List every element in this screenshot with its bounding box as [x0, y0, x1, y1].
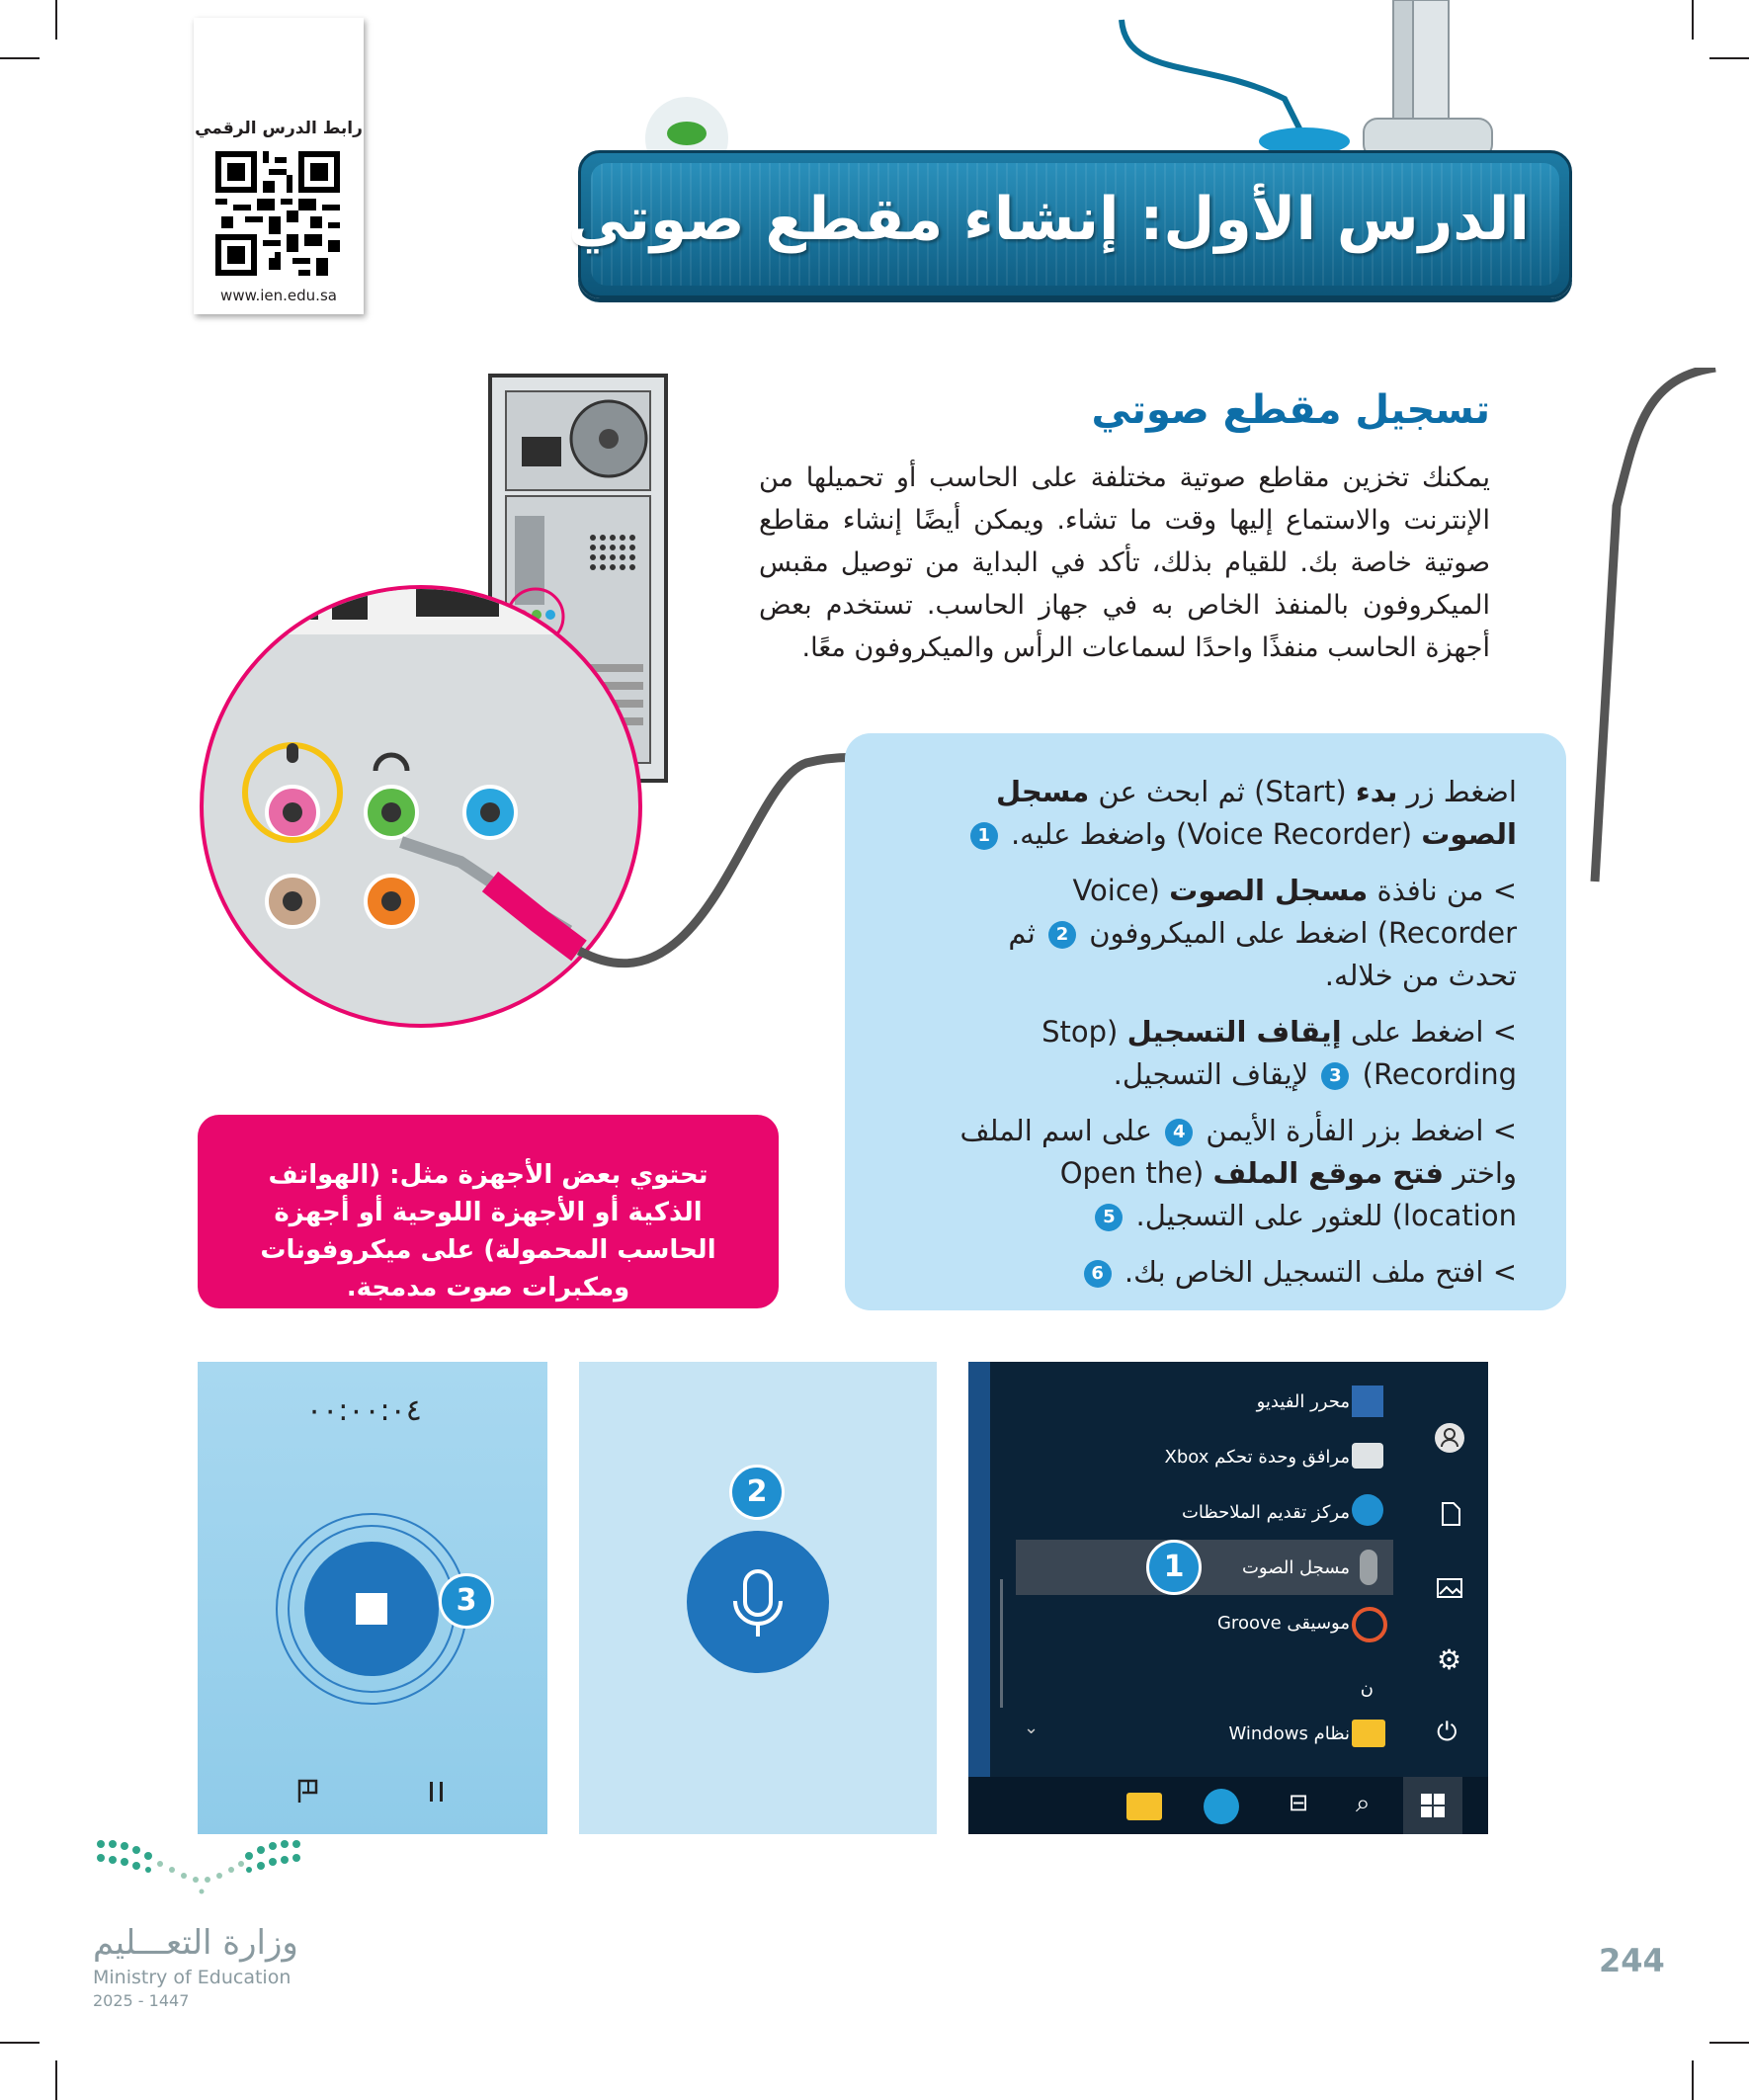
step-number-badge: 1: [970, 822, 998, 850]
file-explorer-icon[interactable]: [1126, 1793, 1162, 1820]
step-number-badge: 4: [1165, 1119, 1193, 1146]
recorder-mic-panel: [579, 1362, 937, 1834]
pictures-icon[interactable]: [1435, 1574, 1464, 1602]
recorder-timer: ٠٠:٠٠:٠٤: [306, 1393, 422, 1428]
microphone-record-button[interactable]: [684, 1528, 832, 1676]
start-menu-panel: [968, 1362, 1488, 1834]
lesson-title-banner: [567, 150, 1572, 298]
page-number: 244: [1599, 1942, 1665, 1979]
ministry-logo-icon: [95, 1834, 302, 1897]
qr-code-icon[interactable]: [215, 151, 340, 276]
edge-browser-icon[interactable]: [1204, 1789, 1239, 1824]
folder-icon: [1352, 1720, 1385, 1747]
crop-mark: [55, 0, 57, 40]
groove-music-icon: [1352, 1607, 1387, 1642]
scrollbar[interactable]: [1000, 1579, 1003, 1708]
recorder-stop-panel: [198, 1362, 547, 1834]
lesson-title: الدرس الأول: إنشاء مقطع صوتي: [567, 185, 1530, 254]
stop-badge: 3: [439, 1573, 494, 1629]
user-avatar-icon[interactable]: [1433, 1421, 1466, 1455]
crop-mark: [1692, 0, 1694, 40]
flag-icon[interactable]: [294, 1777, 322, 1805]
video-editor-icon: [1352, 1386, 1383, 1417]
step-number-badge: 6: [1084, 1260, 1112, 1288]
ministry-name-arabic: وزارة التعـــليم: [93, 1923, 298, 1963]
mic-badge: 2: [729, 1465, 785, 1520]
voice-recorder-badge: 1: [1146, 1540, 1202, 1595]
qr-card[interactable]: [194, 18, 364, 314]
intro-paragraph: يمكنك تخزين مقاطع صوتية مختلفة على الحاسب أو تحميلها من الإنترنت والاستماع إليها وقت ما تشاء. ويمكن أيضًا إنشاء مقاطع صوتية خاصة بك. للقيام بذلك، تأكد في البداية من توصيل مقبس الميكروفون بالمنفذ الخاص به في جهاز الحاسب. تستخدم بعض أجهزة الحاسب منفذًا واحدًا لسماعات الرأس والميكروفون معًا.: [759, 462, 1490, 663]
search-icon[interactable]: ⌕: [1356, 1789, 1371, 1818]
task-view-icon[interactable]: ⊟: [1289, 1789, 1309, 1816]
voice-recorder-icon: [1360, 1550, 1377, 1585]
qr-label: رابط الدرس الرقمي: [195, 119, 363, 138]
crop-mark: [0, 57, 40, 59]
left-accent-bar: [968, 1362, 990, 1834]
qr-url[interactable]: www.ien.edu.sa: [220, 287, 337, 304]
step-4: > اضغط بزر الفأرة الأيمن 4 على اسم الملف واختر فتح موقع الملف (Open the location) للعثور على التسجيل. 5: [959, 1114, 1517, 1232]
step-1: اضغط زر بدء (Start) ثم ابحث عن مسجل الصوت (Voice Recorder) واضغط عليه. 1: [934, 771, 1517, 856]
steps-box: [845, 733, 1566, 1310]
ministry-name-english: Ministry of Education: [93, 1967, 292, 1988]
windows-logo-icon[interactable]: [1421, 1794, 1445, 1817]
ministry-year: 2025 - 1447: [93, 1991, 190, 2010]
step-3: > اضغط على إيقاف التسجيل (Stop Recording) 3 لإيقاف التسجيل.: [1041, 1015, 1517, 1091]
settings-icon[interactable]: ⚙: [1437, 1643, 1462, 1676]
banner-inner: [567, 163, 1559, 286]
menu-item-video-editor[interactable]: محرر الفيديو: [1256, 1391, 1350, 1412]
pause-icon[interactable]: [423, 1777, 451, 1805]
xbox-companion-icon: [1352, 1443, 1383, 1469]
tip-note-text: تحتوي بعض الأجهزة مثل: (الهواتف الذكية أو الأجهزة اللوحية أو أجهزة الحاسب المحمولة) على ميكروفونات ومكبرات صوت مدمجة.: [260, 1160, 716, 1302]
crop-mark: [55, 2060, 57, 2100]
cable-decoration-icon: [593, 0, 1581, 158]
crop-mark: [0, 2042, 40, 2044]
crop-mark: [1709, 2042, 1749, 2044]
menu-item-feedback-hub[interactable]: مركز تقديم الملاحظات: [1181, 1502, 1350, 1523]
step-5: > افتح ملف التسجيل الخاص بك. 6: [934, 1251, 1517, 1294]
step-number-badge: 2: [1048, 921, 1076, 949]
feedback-hub-icon: [1352, 1494, 1383, 1526]
menu-item-groove[interactable]: موسيقى Groove: [1216, 1613, 1350, 1634]
step-number-badge: 5: [1095, 1204, 1123, 1231]
section-heading: تسجيل مقطع صوتي: [1091, 387, 1490, 433]
menu-group-letter: ن: [1360, 1678, 1374, 1699]
step-number-badge: 3: [1321, 1062, 1349, 1090]
menu-item-voice-recorder[interactable]: مسجل الصوت: [1241, 1557, 1350, 1578]
chevron-down-icon[interactable]: ⌄: [1024, 1718, 1040, 1738]
crop-mark: [1709, 57, 1749, 59]
steps-list: [934, 771, 1517, 1307]
step-2: > من نافذة مسجل الصوت (Voice Recorder) اضغط على الميكروفون 2 ثم تحدث من خلاله.: [1008, 874, 1517, 992]
tip-note: [198, 1115, 779, 1308]
power-icon[interactable]: ⏻: [1437, 1718, 1458, 1747]
menu-item-windows-system[interactable]: نظام Windows: [1228, 1723, 1350, 1744]
documents-icon[interactable]: [1437, 1500, 1464, 1528]
menu-item-xbox[interactable]: مرافق وحدة تحكم Xbox: [1164, 1447, 1350, 1468]
crop-mark: [1692, 2060, 1694, 2100]
